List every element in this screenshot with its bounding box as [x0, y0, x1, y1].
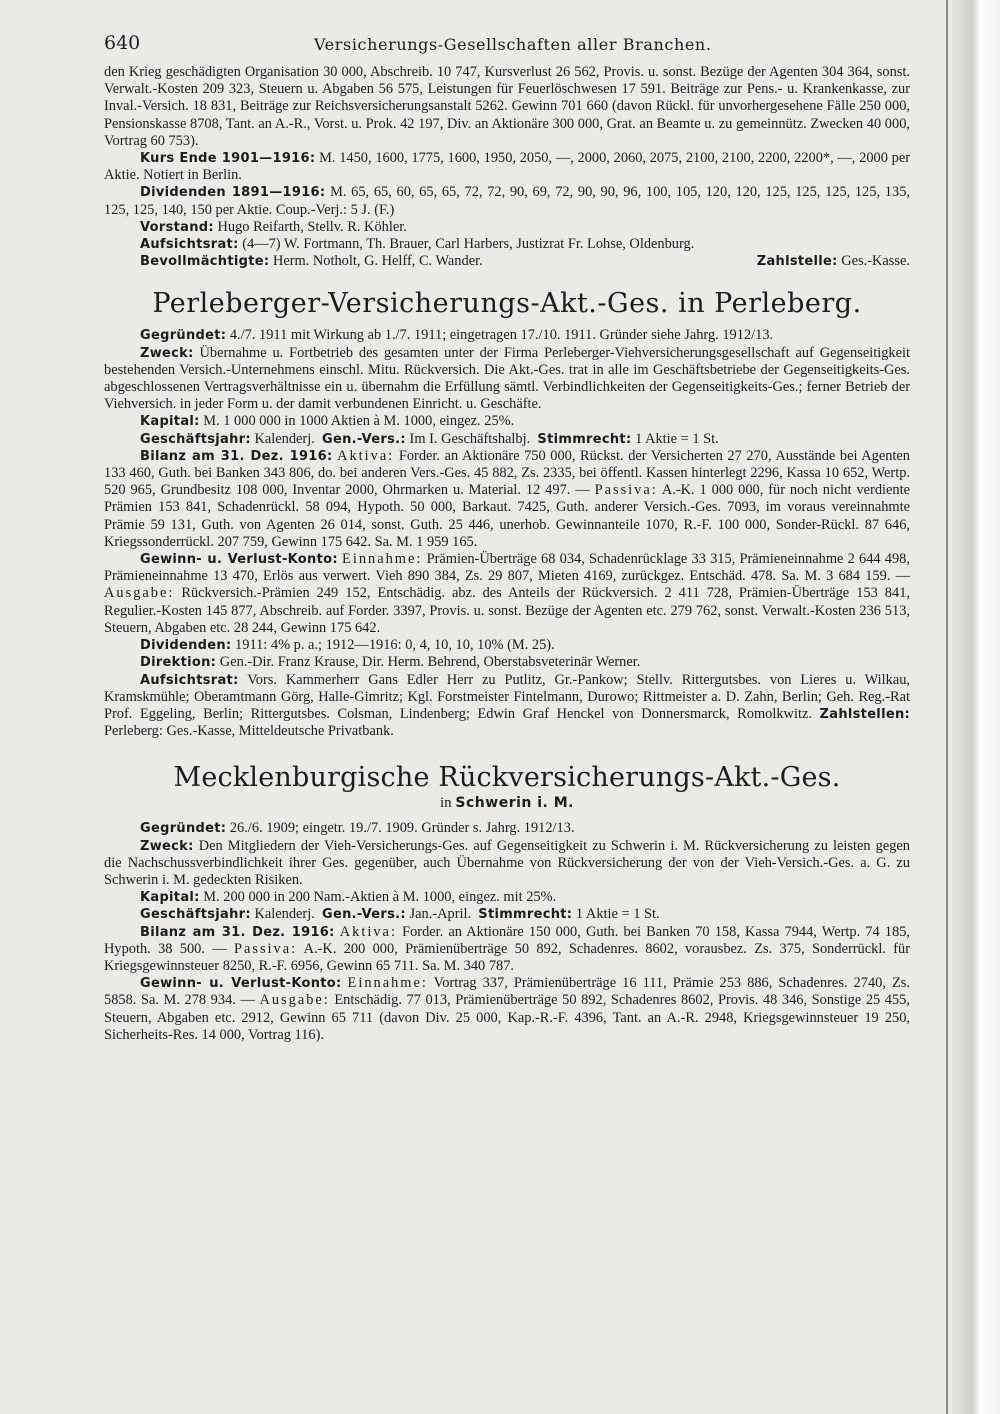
- gegruendet-entry: [104, 820, 910, 837]
- geschaeftsjahr-text: Kalenderj.: [254, 430, 315, 447]
- guv-ausgabe-text: Entschädig. 77 013, Prämienüberträge 50 892, Schadenres 8602, Provis. 48 346, Sonstige 25 455, Steuern, Abgaben etc. 2912, Gewinn 65 711 (davon Div. 25 000, Kap.-R.-F. 4396, Tant. an A.-R. 2948, Kriegsgewinnsteuer 19 250, Sicherheits-Res. 14 000, Vortrag 116).: [104, 992, 910, 1043]
- vorstand-entry: [104, 219, 910, 236]
- direktion-label: Direktion:: [140, 655, 217, 671]
- aufsichtsrat-label: Aufsichtsrat:: [140, 672, 239, 688]
- page-edge-rule: [946, 0, 948, 1414]
- bilanz-label: Bilanz am 31. Dez. 1916:: [140, 924, 335, 940]
- zweck-text: Den Mitgliedern der Vieh-Versicherungs-Ges. auf Gegenseitigkeit zu Schwerin i. M. Rückversicherung zu leisten gegen die Nachschussverbindlichkeit ihrer Ges. gegenüber, auch Übernahme von Rückversicherung der von der Vieh-Versich.-Ges. a. G. zu Schwerin i. M. gedeckten Risiken.: [104, 837, 910, 888]
- dividenden-entry: [104, 637, 910, 654]
- kapital-text: M. 1 000 000 in 1000 Aktien à M. 1000, eingez. 25%.: [203, 413, 515, 430]
- genvers-text: Jan.-April.: [409, 906, 472, 923]
- bilanz-entry: [104, 448, 910, 551]
- zweck-label: Zweck:: [140, 345, 194, 361]
- zweck-label: Zweck:: [140, 838, 194, 854]
- bilanz-label: Bilanz am 31. Dez. 1916:: [140, 448, 333, 464]
- genvers-text: Im I. Geschäftshalbj.: [409, 430, 531, 447]
- bilanz-aktiva-text: Forder. an Aktionäre 150 000, Guth. bei Banken 70 158, Kassa 7944, Wertp. 74 185, Hypoth. 38 500. —: [104, 923, 910, 957]
- gegruendet-label: Gegründet:: [140, 328, 227, 344]
- guv-ausgabe-text: Rückversich.-Prämien 249 152, Entschädig. abz. des Anteils der Rückversich. 2 411 728, Prämien-Überträge 153 841, Regulier.-Kosten 145 877, Abschreib. auf Forder. 3397, Provis. u. sonst. Bezüge der Agenten etc. 279 762, sonst. Verwalt.-Kosten 236 513, Steuern, Abgaben etc. 28 244, Gewinn 175 642.: [104, 585, 910, 636]
- page-header: [104, 30, 910, 64]
- genvers-label: Gen.-Vers.:: [322, 907, 406, 923]
- company-title-perleberg: Perleberger-Versicherungs-Akt.-Ges. in Perleberg.: [152, 288, 862, 320]
- dividenden-label: Dividenden 1891—1916:: [140, 185, 326, 201]
- einnahme-word: Einnahme:: [347, 975, 428, 992]
- stimmrecht-text: 1 Aktie = 1 St.: [575, 906, 660, 923]
- gegruendet-label: Gegründet:: [140, 821, 227, 837]
- page-content: [104, 30, 910, 1044]
- ausgabe-word: Ausgabe:: [104, 585, 175, 602]
- kapital-entry: [104, 889, 910, 906]
- bevollmaechtigte-label: Bevollmächtigte:: [140, 254, 270, 270]
- page-number: 640: [104, 32, 141, 54]
- guv-label: Gewinn- u. Verlust-Konto:: [140, 976, 342, 992]
- location-place: Schwerin i. M.: [455, 795, 574, 812]
- vorstand-label: Vorstand:: [140, 219, 214, 235]
- location-prefix: in: [440, 795, 452, 812]
- dividenden-label: Dividenden:: [140, 638, 232, 654]
- geschaeftsjahr-text: Kalenderj.: [254, 906, 315, 923]
- aktiva-word: Aktiva:: [337, 447, 395, 464]
- aktiva-word: Aktiva:: [339, 923, 397, 940]
- zweck-text: Übernahme u. Fortbetrieb des gesamten unter der Firma Perleberger-Viehversicherungsgesellschaft auf Gegenseitigkeit bestehenden Versich.-Unternehmens einschl. Mitu. Rückversich. Die Akt.-Ges. trat in alle im Geschäftsbetriebe der Gegenseitigkeits-Ges. abgeschlossenen Vertragsverhältnisse ein u. übernahm die Erfüllung sämtl. Verbindlichkeiten der Gegenseitigkeits-Ges.; ferner Betrieb der Viehversich. in jeder Form u. der damit verbundenen Einricht. u. Geschäfte.: [104, 344, 911, 413]
- direktion-entry: [104, 654, 910, 671]
- dividenden-text: M. 65, 65, 60, 65, 65, 72, 72, 90, 69, 72, 90, 90, 96, 100, 105, 120, 120, 125, 125, 125, 125, 135, 125, 125, 140, 150 per Aktie. Coup.-Verj.: 5 J. (F.): [104, 184, 910, 218]
- zahlstelle-text: Ges.-Kasse.: [841, 253, 910, 270]
- kapital-entry: [104, 413, 910, 430]
- bevollmaechtigte-text: Herm. Notholt, G. Helff, C. Wander.: [272, 253, 483, 270]
- guv-entry: [104, 975, 910, 1044]
- geschaeftsjahr-entry: [104, 431, 910, 448]
- bilanz-entry: [104, 924, 910, 976]
- passiva-word: Passiva:: [594, 482, 658, 499]
- kurs-entry: [104, 150, 910, 184]
- bevollmaechtigte-entry: [104, 253, 910, 270]
- stimmrecht-label: Stimmrecht:: [537, 431, 632, 447]
- kapital-text: M. 200 000 in 200 Nam.-Aktien à M. 1000, eingez. mit 25%.: [203, 889, 557, 906]
- guv-einnahme-text: Prämien-Überträge 68 034, Schadenrücklage 33 315, Prämieneinnahme 2 644 498, Prämieneinnahme 13 470, Erlös aus verwert. Vieh 890 384, Zs. 29 807, Mieten 4169, zurückgez. Entschäd. 478. Sa. M. 3 684 159. —: [104, 551, 910, 585]
- gegruendet-entry: [104, 327, 910, 344]
- running-title: Versicherungs-Gesellschaften aller Branchen.: [314, 35, 712, 54]
- kapital-label: Kapital:: [140, 890, 200, 906]
- guv-label: Gewinn- u. Verlust-Konto:: [140, 552, 338, 568]
- bilanz-aktiva-text: Forder. an Aktionäre 750 000, Rückst. der Versicherten 27 270, Ausstände bei Agenten 133 460, Guth. bei Banken 343 806, do. bei anderen Vers.-Ges. 45 882, Zs. 2335, bei öffentl. Kassen hinterlegt 2296, Kassa 10 652, Wertp. 520 965, Grundbesitz 108 000, Inventar 2000, Ohrmarken u. Material. 12 497. —: [104, 447, 910, 499]
- guv-entry: [104, 551, 910, 637]
- kurs-label: Kurs Ende 1901—1916:: [140, 151, 316, 167]
- company-title-mecklenburg: Mecklenburgische Rückversicherungs-Akt.-Ges.: [173, 762, 841, 794]
- aufsichtsrat-entry: [104, 672, 910, 741]
- gegruendet-text: 26./6. 1909; eingetr. 19./7. 1909. Gründer s. Jahrg. 1912/13.: [229, 820, 575, 837]
- gegruendet-text: 4./7. 1911 mit Wirkung ab 1./7. 1911; eingetragen 17./10. 1911. Gründer siehe Jahrg. 1912/13.: [229, 327, 774, 344]
- zahlstelle-label: Zahlstelle:: [756, 254, 838, 270]
- genvers-label: Gen.-Vers.:: [322, 431, 406, 447]
- stimmrecht-text: 1 Aktie = 1 St.: [635, 430, 719, 447]
- vorstand-text: Hugo Reifarth, Stellv. R. Köhler.: [217, 218, 407, 235]
- zweck-entry: [104, 345, 910, 414]
- aufsichtsrat-label: Aufsichtsrat:: [140, 237, 239, 253]
- dividenden-entry: [104, 184, 910, 218]
- company-location: [104, 795, 910, 812]
- passiva-word: Passiva:: [233, 940, 298, 957]
- aufsichtsrat-entry: [104, 236, 910, 253]
- dividenden-text: 1911: 4% p. a.; 1912—1916: 0, 4, 10, 10, 10% (M. 25).: [235, 637, 555, 654]
- zahlstellen-label: Zahlstellen:: [819, 706, 910, 722]
- kapital-label: Kapital:: [140, 414, 200, 430]
- guv-einnahme-text: Vortrag 337, Prämienüberträge 16 111, Prämie 253 886, Schadenres. 2740, Zs. 5858. Sa. M. 278 934. —: [104, 975, 910, 1009]
- zweck-entry: [104, 838, 910, 890]
- aufsichtsrat-text: Vors. Kammerherr Gans Edler Herr zu Putlitz, Gr.-Pankow; Stellv. Rittergutsbes. von Lieres u. Wilkau, Kramskmühle; Oberamtmann Görg, Halle-Gimritz; Kgl. Forstmeister Fintelmann, Durowo; Rittmeister a. D. Zahn, Berlin; Geh. Reg.-Rat Prof. Eggeling, Berlin; Rittergutsbes. Colsman, Lindenberg; Edwin Graf Henckel von Donnersmarck, Romolkwitz.: [104, 671, 910, 722]
- zahlstellen-text: Perleberg: Ges.-Kasse, Mitteldeutsche Privatbank.: [104, 723, 394, 740]
- stimmrecht-label: Stimmrecht:: [478, 907, 573, 923]
- kurs-text: M. 1450, 1600, 1775, 1600, 1950, 2050, —, 2000, 2060, 2075, 2100, 2100, 2200, 2200*, —, 2000 per Aktie. Notiert in Berlin.: [104, 150, 911, 184]
- bilanz-passiva-text: A.-K. 1 000 000, für noch nicht verdiente Prämien 153 841, Schadenrückl. 58 094, Hypoth. 50 000, Barkaut. 7425, Guth. anderer Versich.-Ges. 7093, im voraus vereinnahmte Prämie 59 131, Guth. von Agenten 26 014, sonst. Guth. 25 446, unerhob. Gewinnanteile 1070, R.-F. 100 000, Sonder-Rückl. 87 646, Kriegssonderrückl. 207 759, Gewinn 175 642. Sa. M. 1 959 165.: [104, 482, 910, 550]
- continuation-paragraph: den Krieg geschädigten Organisation 30 000, Abschreib. 10 747, Kursverlust 26 562, Provis. u. sonst. Bezüge der Agenten 304 364, sonst. Verwalt.-Kosten 209 323, Steuern u. Abgaben 56 575, Leistungen für Feuerlöschwesen 17 591. Beiträge zur Pens.- u. Krankenkasse, zur Inval.-Versich. 18 831, Beiträge zur Reichsversicherungsanstalt 5262. Gewinn 701 660 (davon Rückl. für unvorhergesehene Fälle 250 000, Pensionskasse 8708, Tant. an A.-R., Vorst. u. Prok. 42 197, Div. an Aktionäre 300 000, Grat. an Beamte u. zu gemeinnütz. Zwecken 40 000, Vortrag 60 753).: [104, 64, 910, 149]
- bilanz-passiva-text: A.-K. 200 000, Prämienüberträge 50 892, Schadenres. 8602, vorausbez. Zs. 375, Sonderrückl. für Kriegsgewinnsteuer 8250, R.-F. 6956, Gewinn 65 711. Sa. M. 340 787.: [104, 940, 910, 974]
- ausgabe-word: Ausgabe:: [259, 992, 330, 1009]
- page-binding-edge: [952, 0, 1000, 1414]
- direktion-text: Gen.-Dir. Franz Krause, Dir. Herm. Behrend, Oberstabsveterinär Werner.: [219, 654, 641, 671]
- aufsichtsrat-text: (4—7) W. Fortmann, Th. Brauer, Carl Harbers, Justizrat Fr. Lohse, Oldenburg.: [242, 236, 695, 253]
- geschaeftsjahr-label: Geschäftsjahr:: [140, 431, 251, 447]
- geschaeftsjahr-entry: [104, 906, 910, 923]
- geschaeftsjahr-label: Geschäftsjahr:: [140, 907, 251, 923]
- einnahme-word: Einnahme:: [342, 551, 423, 568]
